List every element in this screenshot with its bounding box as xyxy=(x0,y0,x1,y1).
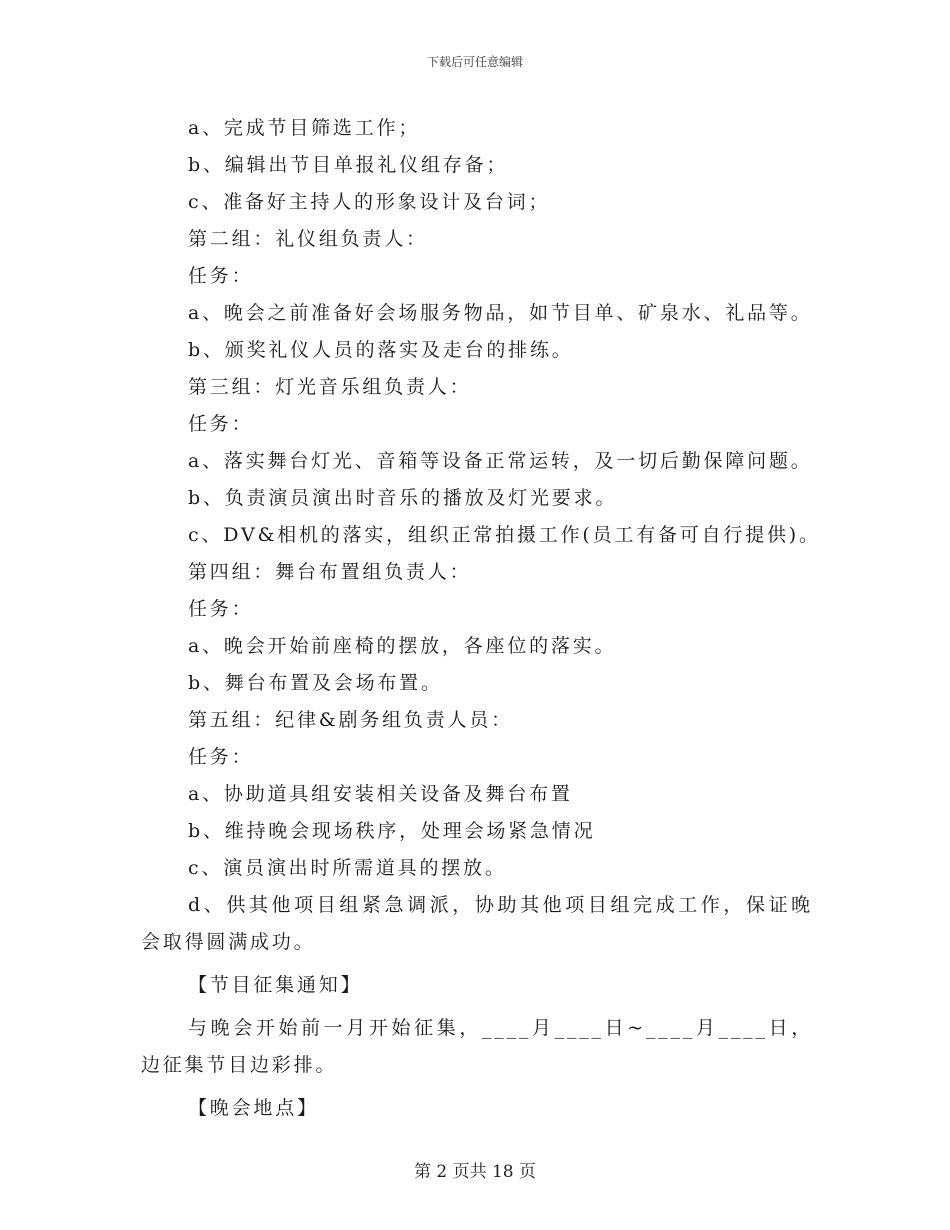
text-line: c、准备好主持人的形象设计及台词； xyxy=(188,191,551,213)
task-label: 任务： xyxy=(188,413,254,435)
page-header: 下载后可任意编辑 xyxy=(426,55,523,69)
group-heading: 第三组：灯光音乐组负责人： xyxy=(188,376,472,398)
text-line: b、颁奖礼仪人员的落实及走台的排练。 xyxy=(188,339,574,361)
text-line: a、晚会开始前座椅的摆放，各座位的落实。 xyxy=(188,635,617,657)
text-line: a、晚会之前准备好会场服务物品，如节目单、矿泉水、礼品等。 xyxy=(188,302,813,324)
text-line: a、协助道具组安装相关设备及舞台布置 xyxy=(188,783,573,805)
text-line: a、落实舞台灯光、音箱等设备正常运转，及一切后勤保障问题。 xyxy=(188,450,813,472)
text-line: b、负责演员演出时音乐的播放及灯光要求。 xyxy=(188,487,618,509)
text-line: b、舞台布置及会场布置。 xyxy=(188,672,443,694)
task-label: 任务： xyxy=(188,598,254,620)
paragraph: 与晚会开始前一月开始征集，____月____日~____月____日，边征集节目边彩排。 xyxy=(141,1017,813,1076)
text-line: b、维持晚会现场秩序，处理会场紧急情况 xyxy=(188,820,596,842)
text-line: c、演员演出时所需道具的摆放。 xyxy=(188,857,507,879)
text-line: c、DV&相机的落实，组织正常拍摄工作(员工有备可自行提供)。 xyxy=(188,524,821,546)
section-heading: 【节目征集通知】 xyxy=(188,974,363,996)
group-heading: 第四组：舞台布置组负责人： xyxy=(188,561,472,583)
task-label: 任务： xyxy=(188,265,254,287)
section-heading: 【晚会地点】 xyxy=(188,1097,319,1119)
paragraph: d、供其他项目组紧急调派，协助其他项目组完成工作，保证晚会取得圆满成功。 xyxy=(141,894,813,953)
group-heading: 第二组：礼仪组负责人： xyxy=(188,228,428,250)
group-heading: 第五组：纪律&剧务组负责人员： xyxy=(188,709,513,731)
task-label: 任务： xyxy=(188,746,254,768)
page-footer: 第 2 页共 18 页 xyxy=(413,1162,537,1182)
text-line: a、完成节目筛选工作； xyxy=(188,117,421,139)
document-body xyxy=(141,110,821,1133)
text-line: b、编辑出节目单报礼仪组存备； xyxy=(188,154,509,176)
